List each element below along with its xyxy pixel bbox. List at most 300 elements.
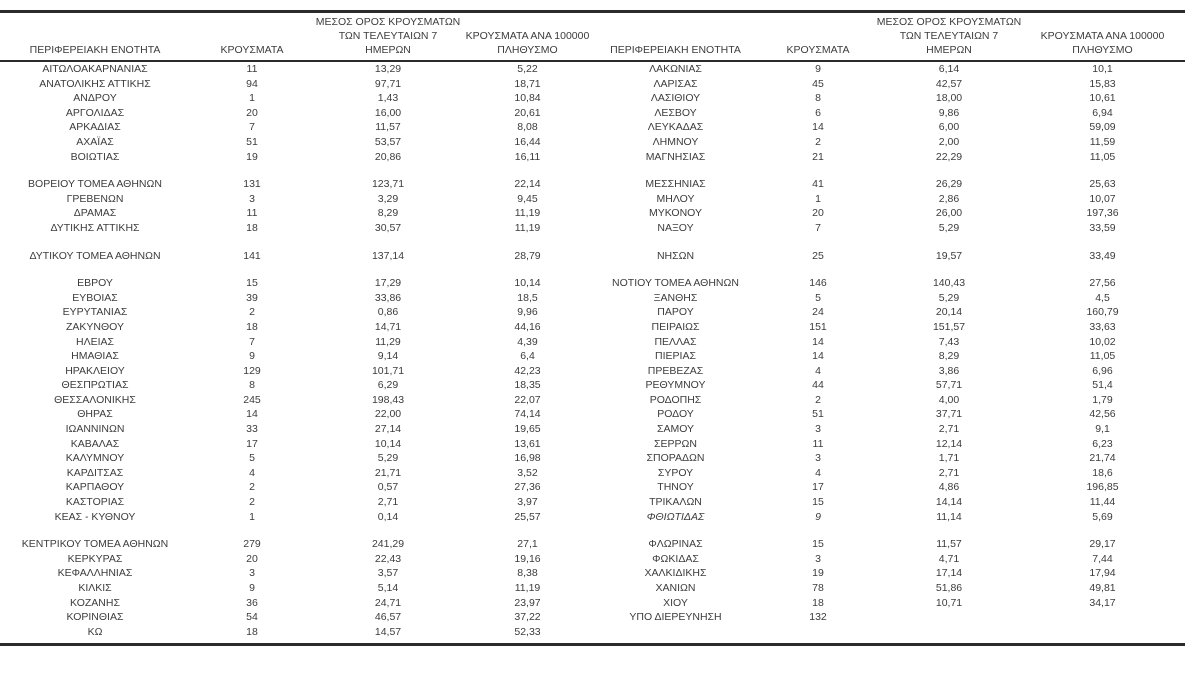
header-label: ΠΕΡΙΦΕΡΕΙΑΚΗ ΕΝΟΤΗΤΑ bbox=[610, 44, 741, 57]
left-table-avg7-cell: 0,86 bbox=[377, 306, 399, 319]
left-table-avg7-cell: 13,29 bbox=[374, 63, 402, 75]
right-table-avg7-cell: 17,14 bbox=[935, 567, 963, 580]
table-row bbox=[0, 305, 1185, 320]
right-table-avg7-cell: 9,86 bbox=[938, 106, 960, 119]
left-table-avg7-cell: 22,00 bbox=[374, 408, 402, 421]
left-table-per100k-cell: 44,16 bbox=[514, 320, 541, 333]
table-row bbox=[0, 349, 1185, 364]
left-table-avg7-cell: 46,57 bbox=[374, 611, 402, 624]
right-table-per100k-cell: 11,05 bbox=[1089, 350, 1116, 363]
covid-regional-cases-table bbox=[0, 10, 1185, 646]
left-table-avg7-cell: 30,57 bbox=[374, 221, 402, 234]
right-table-avg7-cell bbox=[878, 625, 1020, 640]
left-table-per100k-cell: 27,1 bbox=[517, 538, 538, 551]
table-row bbox=[0, 495, 1185, 510]
right-table-per100k-cell: 7,44 bbox=[1092, 552, 1113, 565]
header-label: ΠΛΗΘΥΣΜΟ bbox=[1072, 44, 1133, 57]
right-table-avg7-cell: 26,29 bbox=[935, 178, 963, 191]
left-table-name-cell: ΑΡΚΑΔΙΑΣ bbox=[69, 121, 121, 134]
left-table-per100k-cell: 18,5 bbox=[517, 291, 538, 304]
right-table-cases-cell: 2 bbox=[815, 393, 821, 406]
left-table-cases-cell: 17 bbox=[246, 437, 258, 450]
right-table-cases-cell: 7 bbox=[815, 221, 821, 234]
right-table-name-cell: ΡΟΔΟΥ bbox=[657, 408, 694, 421]
left-table-per100k-cell: 52,33 bbox=[514, 625, 541, 638]
right-table-cases-cell: 15 bbox=[812, 496, 824, 509]
right-table-cases-cell: 146 bbox=[809, 277, 827, 290]
right-table-per100k-cell: 10,07 bbox=[1089, 192, 1116, 205]
right-table-per100k-cell: 17,94 bbox=[1089, 567, 1116, 580]
left-table-avg7-cell: 17,29 bbox=[374, 277, 402, 290]
bottom-rule bbox=[0, 643, 1185, 646]
right-table-name-cell: ΝΟΤΙΟΥ ΤΟΜΕΑ ΑΘΗΝΩΝ bbox=[612, 277, 739, 290]
left-table-per100k-cell: 23,97 bbox=[514, 596, 541, 609]
left-table-avg7-cell: 97,71 bbox=[374, 77, 402, 90]
right-table-avg7-cell: 8,29 bbox=[938, 350, 960, 363]
left-table-avg7-cell: 137,14 bbox=[371, 249, 405, 262]
right-table-avg7-cell: 3,86 bbox=[938, 364, 960, 377]
left-table-name-cell: ΚΟΡΙΝΘΙΑΣ bbox=[66, 611, 124, 624]
left-table-cases-cell: 11 bbox=[246, 207, 258, 220]
right-table-cases-cell: 11 bbox=[812, 437, 824, 450]
left-table-per100k-cell: 20,61 bbox=[514, 106, 541, 119]
left-table-name-cell: ΑΡΓΟΛΙΔΑΣ bbox=[65, 106, 125, 119]
right-table-cases-cell: 19 bbox=[812, 567, 824, 580]
right-table-per100k-cell: 11,05 bbox=[1089, 150, 1116, 163]
left-table-name-cell: ΚΑΡΔΙΤΣΑΣ bbox=[66, 466, 124, 479]
right-table-per100k-cell: 197,36 bbox=[1086, 207, 1119, 220]
left-table-avg7-cell: 5,14 bbox=[377, 582, 399, 594]
right-table-cases-cell: 78 bbox=[812, 582, 824, 594]
header-label: ΚΡΟΥΣΜΑΤΑ bbox=[786, 44, 850, 57]
left-table-cases-cell: 51 bbox=[246, 135, 258, 148]
left-table-avg7-cell: 0,57 bbox=[377, 481, 399, 494]
right-table-per100k-cell: 10,1 bbox=[1092, 63, 1113, 75]
left-table-per100k-cell: 18,71 bbox=[514, 77, 541, 90]
right-table-name-cell: ΠΙΕΡΙΑΣ bbox=[655, 350, 696, 363]
right-table-per100k-cell: 42,56 bbox=[1089, 408, 1116, 421]
left-table-cases-cell: 4 bbox=[249, 466, 255, 479]
right-table-cases-cell: 21 bbox=[812, 150, 824, 163]
table-row bbox=[0, 276, 1185, 291]
left-table-cases-cell: 1 bbox=[249, 92, 255, 105]
right-table-per100k-cell: 59,09 bbox=[1089, 121, 1116, 134]
right-table-avg7-cell: 5,29 bbox=[938, 291, 960, 304]
right-table-cases-cell bbox=[758, 625, 878, 640]
table-body bbox=[0, 62, 1185, 643]
right-table-avg7-cell: 4,71 bbox=[938, 552, 960, 565]
left-table-per100k-cell: 10,84 bbox=[514, 92, 541, 105]
table-row bbox=[0, 566, 1185, 581]
right-table-name-cell: ΜΑΓΝΗΣΙΑΣ bbox=[645, 150, 706, 163]
header-cases-right bbox=[758, 13, 878, 60]
left-table-per100k-cell: 11,19 bbox=[514, 207, 541, 220]
left-table-cases-cell: 2 bbox=[249, 306, 255, 319]
left-table-cases-cell: 11 bbox=[246, 63, 258, 75]
left-table-per100k-cell: 9,96 bbox=[517, 306, 538, 319]
right-table-name-cell: ΠΕΙΡΑΙΩΣ bbox=[651, 320, 700, 333]
header-label: ΚΡΟΥΣΜΑΤΑ ΑΝΑ 100000 bbox=[1040, 30, 1165, 43]
right-table-per100k-cell: 4,5 bbox=[1095, 291, 1110, 304]
right-table-cases-cell: 14 bbox=[812, 350, 824, 363]
table-row bbox=[0, 335, 1185, 350]
left-table-cases-cell: 2 bbox=[249, 496, 255, 509]
table-row bbox=[0, 291, 1185, 306]
right-table-name-cell: ΜΗΛΟΥ bbox=[656, 192, 695, 205]
right-table-avg7-cell: 11,57 bbox=[936, 538, 962, 551]
right-table-cases-cell: 20 bbox=[812, 207, 824, 220]
right-table-per100k-cell: 10,61 bbox=[1089, 92, 1116, 105]
table-row bbox=[0, 480, 1185, 495]
left-table-per100k-cell: 27,36 bbox=[514, 481, 541, 494]
left-table-cases-cell: 54 bbox=[246, 611, 258, 624]
left-table-per100k-cell: 11,19 bbox=[514, 582, 541, 594]
right-table-avg7-cell: 140,43 bbox=[932, 277, 966, 290]
left-table-name-cell: ΘΕΣΣΑΛΟΝΙΚΗΣ bbox=[54, 393, 136, 406]
left-table-avg7-cell: 14,57 bbox=[374, 625, 402, 638]
table-row bbox=[0, 451, 1185, 466]
left-table-avg7-cell: 123,71 bbox=[371, 178, 405, 191]
left-table-name-cell: ΗΛΕΙΑΣ bbox=[75, 335, 114, 348]
table-row bbox=[0, 192, 1185, 207]
table-row bbox=[0, 407, 1185, 422]
right-table-cases-cell: 3 bbox=[815, 452, 821, 465]
right-table-name-cell: ΣΠΟΡΑΔΩΝ bbox=[646, 452, 705, 465]
left-table-cases-cell: 3 bbox=[249, 192, 255, 205]
right-table-per100k-cell: 18,6 bbox=[1092, 466, 1113, 479]
left-table-name-cell: ΒΟΡΕΙΟΥ ΤΟΜΕΑ ΑΘΗΝΩΝ bbox=[28, 178, 162, 191]
left-table-avg7-cell: 10,14 bbox=[374, 437, 402, 450]
left-table-cases-cell: 245 bbox=[243, 393, 261, 406]
right-table-name-cell: ΛΑΣΙΘΙΟΥ bbox=[650, 92, 701, 105]
right-table-cases-cell: 15 bbox=[812, 538, 824, 551]
table-row bbox=[0, 537, 1185, 552]
left-table-name-cell: ΚΕΦΑΛΛΗΝΙΑΣ bbox=[57, 567, 133, 580]
left-table-per100k-cell: 9,45 bbox=[517, 192, 538, 205]
right-table-name-cell: ΝΑΞΟΥ bbox=[657, 221, 694, 234]
header-label: ΠΛΗΘΥΣΜΟ bbox=[497, 44, 558, 57]
left-table-avg7-cell: 0,14 bbox=[377, 510, 399, 523]
header-label: ΤΩΝ ΤΕΛΕΥΤΑΙΩΝ 7 bbox=[338, 30, 438, 43]
left-table-name-cell: ΙΩΑΝΝΙΝΩΝ bbox=[65, 423, 125, 436]
left-table-avg7-cell: 33,86 bbox=[374, 291, 402, 304]
left-table-avg7-cell: 21,71 bbox=[374, 466, 402, 479]
right-table-avg7-cell: 5,29 bbox=[938, 221, 960, 234]
header-label: ΚΡΟΥΣΜΑΤΑ bbox=[220, 44, 284, 57]
left-table-avg7-cell: 16,00 bbox=[374, 106, 402, 119]
right-table-per100k-cell: 29,17 bbox=[1089, 538, 1116, 551]
left-table-cases-cell: 39 bbox=[246, 291, 258, 304]
header-label: ΚΡΟΥΣΜΑΤΑ ΑΝΑ 100000 bbox=[465, 30, 590, 43]
right-table-avg7-cell: 57,71 bbox=[935, 379, 963, 392]
right-table-cases-cell: 9 bbox=[815, 63, 821, 75]
left-table-name-cell: ΚΕΡΚΥΡΑΣ bbox=[67, 552, 123, 565]
right-table-name-cell: ΛΗΜΝΟΥ bbox=[652, 135, 699, 148]
right-table-name-cell: ΧΙΟΥ bbox=[663, 596, 688, 609]
left-table-per100k-cell: 22,14 bbox=[514, 178, 541, 191]
right-table-cases-cell: 25 bbox=[812, 249, 824, 262]
right-table-cases-cell: 14 bbox=[812, 121, 824, 134]
right-table-cases-cell: 6 bbox=[815, 106, 821, 119]
header-label: ΤΩΝ ΤΕΛΕΥΤΑΙΩΝ 7 bbox=[899, 30, 999, 43]
left-table-cases-cell: 20 bbox=[246, 552, 258, 565]
left-table-cases-cell: 15 bbox=[246, 277, 258, 290]
right-table-cases-cell: 4 bbox=[815, 466, 821, 479]
left-table-avg7-cell: 198,43 bbox=[371, 393, 405, 406]
left-table-per100k-cell: 6,4 bbox=[520, 350, 535, 363]
table-row bbox=[0, 510, 1185, 525]
left-table-cases-cell: 8 bbox=[249, 379, 255, 392]
left-table-per100k-cell: 5,22 bbox=[517, 63, 538, 75]
left-table-avg7-cell: 20,86 bbox=[374, 150, 402, 163]
right-table-per100k-cell: 33,59 bbox=[1089, 221, 1116, 234]
left-table-avg7-cell: 22,43 bbox=[374, 552, 402, 565]
left-table-cases-cell: 7 bbox=[249, 121, 255, 134]
left-table-per100k-cell: 37,22 bbox=[514, 611, 541, 624]
right-table-per100k-cell: 160,79 bbox=[1086, 306, 1119, 319]
right-table-cases-cell: 3 bbox=[815, 423, 821, 436]
table-row bbox=[0, 552, 1185, 567]
table-row bbox=[0, 135, 1185, 150]
right-table-avg7-cell: 20,14 bbox=[935, 306, 963, 319]
header-label: ΜΕΣΟΣ ΟΡΟΣ ΚΡΟΥΣΜΑΤΩΝ bbox=[315, 16, 461, 29]
left-table-name-cell: ΗΜΑΘΙΑΣ bbox=[71, 350, 119, 363]
left-table-name-cell: ΚΑΣΤΟΡΙΑΣ bbox=[65, 496, 125, 509]
right-table-name-cell: ΛΑΚΩΝΙΑΣ bbox=[649, 63, 702, 75]
left-table-cases-cell: 9 bbox=[249, 582, 255, 594]
right-table-cases-cell: 24 bbox=[812, 306, 824, 319]
left-table-name-cell: ΑΝΔΡΟΥ bbox=[73, 92, 117, 105]
table-row bbox=[0, 91, 1185, 106]
table-row bbox=[0, 106, 1185, 121]
left-table-per100k-cell: 18,35 bbox=[514, 379, 541, 392]
right-table-per100k-cell: 11,59 bbox=[1089, 135, 1116, 148]
right-table-per100k-cell bbox=[1020, 610, 1185, 625]
header-label: ΗΜΕΡΩΝ bbox=[926, 44, 972, 57]
header-label: ΗΜΕΡΩΝ bbox=[365, 44, 411, 57]
table-row bbox=[0, 364, 1185, 379]
right-table-name-cell: ΣΑΜΟΥ bbox=[656, 423, 695, 436]
left-table-name-cell: ΔΥΤΙΚΗΣ ΑΤΤΙΚΗΣ bbox=[50, 221, 140, 234]
right-table-per100k-cell: 33,49 bbox=[1089, 249, 1116, 262]
right-table-name-cell: ΜΕΣΣΗΝΙΑΣ bbox=[645, 178, 706, 191]
left-table-avg7-cell: 27,14 bbox=[374, 423, 402, 436]
right-table-per100k-cell: 9,1 bbox=[1095, 423, 1110, 436]
header-avg7-left bbox=[314, 13, 462, 60]
left-table-name-cell: ΚΑΒΑΛΑΣ bbox=[70, 437, 120, 450]
table-row bbox=[0, 62, 1185, 77]
right-table-name-cell: ΠΕΛΛΑΣ bbox=[654, 335, 697, 348]
right-table-per100k-cell: 11,44 bbox=[1089, 496, 1116, 509]
left-table-avg7-cell: 11,29 bbox=[375, 335, 401, 348]
right-table-name-cell: ΦΩΚΙΔΑΣ bbox=[652, 552, 699, 565]
right-table-per100k-cell: 5,69 bbox=[1092, 510, 1113, 523]
right-table-avg7-cell: 22,29 bbox=[935, 150, 963, 163]
left-table-avg7-cell: 6,29 bbox=[377, 379, 399, 392]
right-table-cases-cell: 17 bbox=[812, 481, 824, 494]
left-table-per100k-cell: 74,14 bbox=[514, 408, 541, 421]
left-table-avg7-cell: 8,29 bbox=[377, 207, 399, 220]
left-table-per100k-cell: 13,61 bbox=[514, 437, 541, 450]
right-table-avg7-cell: 1,71 bbox=[938, 452, 960, 465]
right-table-per100k-cell: 25,63 bbox=[1089, 178, 1116, 191]
left-table-name-cell: ΚΩ bbox=[87, 625, 103, 638]
right-table-cases-cell: 132 bbox=[809, 611, 827, 624]
right-table-cases-cell: 9 bbox=[815, 510, 821, 523]
left-table-cases-cell: 18 bbox=[246, 320, 258, 333]
header-cases-left bbox=[190, 13, 314, 60]
right-table-per100k-cell: 33,63 bbox=[1089, 320, 1116, 333]
left-table-cases-cell: 2 bbox=[249, 481, 255, 494]
left-table-avg7-cell: 24,71 bbox=[374, 596, 402, 609]
left-table-cases-cell: 20 bbox=[246, 106, 258, 119]
left-table-cases-cell: 94 bbox=[246, 77, 258, 90]
left-table-cases-cell: 279 bbox=[243, 538, 261, 551]
right-table-per100k-cell: 21,74 bbox=[1089, 452, 1116, 465]
left-table-name-cell: ΔΡΑΜΑΣ bbox=[73, 207, 117, 220]
left-table-cases-cell: 9 bbox=[249, 350, 255, 363]
left-table-per100k-cell: 3,97 bbox=[517, 496, 538, 509]
left-table-per100k-cell: 22,07 bbox=[514, 393, 541, 406]
right-table-name-cell: ΤΗΝΟΥ bbox=[657, 481, 694, 494]
header-label: ΜΕΣΟΣ ΟΡΟΣ ΚΡΟΥΣΜΑΤΩΝ bbox=[876, 16, 1022, 29]
right-table-avg7-cell: 4,86 bbox=[938, 481, 960, 494]
right-table-avg7-cell: 11,14 bbox=[936, 510, 962, 523]
left-table-cases-cell: 1 bbox=[249, 510, 255, 523]
right-table-name-cell: ΥΠΟ ΔΙΕΡΕΥΝΗΣΗ bbox=[629, 611, 722, 624]
header-region-right bbox=[593, 13, 758, 60]
left-table-cases-cell: 129 bbox=[243, 364, 261, 377]
right-table-avg7-cell: 151,57 bbox=[932, 320, 966, 333]
right-table-cases-cell: 14 bbox=[812, 335, 824, 348]
left-table-cases-cell: 18 bbox=[246, 625, 258, 638]
left-table-name-cell: ΚΕΑΣ - ΚΥΘΝΟΥ bbox=[54, 510, 136, 523]
right-table-avg7-cell: 6,14 bbox=[938, 63, 960, 75]
right-table-avg7-cell: 42,57 bbox=[935, 77, 963, 90]
left-table-name-cell: ΚΑΛΥΜΝΟΥ bbox=[65, 452, 125, 465]
right-table-avg7-cell: 37,71 bbox=[935, 408, 963, 421]
right-table-name-cell: ΧΑΝΙΩΝ bbox=[655, 582, 696, 594]
left-table-per100k-cell: 19,65 bbox=[514, 423, 541, 436]
right-table-name-cell: ΠΡΕΒΕΖΑΣ bbox=[647, 364, 704, 377]
right-table-cases-cell: 151 bbox=[809, 320, 827, 333]
left-table-per100k-cell: 4,39 bbox=[517, 335, 538, 348]
left-table-cases-cell: 7 bbox=[249, 335, 255, 348]
left-table-per100k-cell: 11,19 bbox=[514, 221, 541, 234]
right-table-avg7-cell: 10,71 bbox=[935, 596, 963, 609]
header-row bbox=[0, 13, 1185, 60]
left-table-avg7-cell: 3,57 bbox=[377, 567, 399, 580]
left-table-avg7-cell: 9,14 bbox=[377, 350, 399, 363]
right-table-avg7-cell: 2,86 bbox=[938, 192, 960, 205]
right-table-name-cell: ΡΕΘΥΜΝΟΥ bbox=[645, 379, 706, 392]
right-table-name-cell: ΣΥΡΟΥ bbox=[657, 466, 694, 479]
table-row bbox=[0, 206, 1185, 221]
left-table-per100k-cell: 16,11 bbox=[514, 150, 541, 163]
right-table-per100k-cell: 49,81 bbox=[1089, 582, 1116, 594]
left-table-name-cell: ΚΙΛΚΙΣ bbox=[78, 582, 112, 594]
table-row bbox=[0, 77, 1185, 92]
left-table-name-cell: ΕΥΡΥΤΑΝΙΑΣ bbox=[62, 306, 128, 319]
right-table-name-cell: ΝΗΣΩΝ bbox=[656, 249, 695, 262]
right-table-name-cell: ΤΡΙΚΑΛΩΝ bbox=[649, 496, 702, 509]
table-row bbox=[0, 221, 1185, 236]
right-table-avg7-cell: 6,00 bbox=[938, 121, 960, 134]
table-row bbox=[0, 466, 1185, 481]
right-table-per100k-cell: 34,17 bbox=[1089, 596, 1116, 609]
left-table-avg7-cell: 1,43 bbox=[377, 92, 399, 105]
left-table-cases-cell: 19 bbox=[246, 150, 258, 163]
table-row bbox=[0, 249, 1185, 264]
left-table-avg7-cell: 14,71 bbox=[374, 320, 402, 333]
right-table-avg7-cell: 2,71 bbox=[938, 466, 960, 479]
left-table-per100k-cell: 3,52 bbox=[517, 466, 538, 479]
left-table-avg7-cell: 2,71 bbox=[377, 496, 399, 509]
right-table-per100k-cell: 6,96 bbox=[1092, 364, 1113, 377]
left-table-per100k-cell: 42,23 bbox=[514, 364, 541, 377]
table-row bbox=[0, 320, 1185, 335]
left-table-name-cell: ΑΧΑΪΑΣ bbox=[76, 135, 114, 148]
right-table-cases-cell: 8 bbox=[815, 92, 821, 105]
right-table-avg7-cell: 12,14 bbox=[935, 437, 963, 450]
table-row bbox=[0, 150, 1185, 165]
right-table-name-cell: ΜΥΚΟΝΟΥ bbox=[648, 207, 702, 220]
left-table-name-cell: ΘΗΡΑΣ bbox=[77, 408, 113, 421]
right-table-avg7-cell: 2,00 bbox=[938, 135, 960, 148]
right-table-per100k-cell: 10,02 bbox=[1089, 335, 1116, 348]
right-table-name-cell: ΛΑΡΙΣΑΣ bbox=[653, 77, 698, 90]
left-table-cases-cell: 131 bbox=[243, 178, 261, 191]
table-row bbox=[0, 610, 1185, 625]
right-table-per100k-cell: 1,79 bbox=[1092, 393, 1113, 406]
right-table-name-cell: ΣΕΡΡΩΝ bbox=[654, 437, 697, 450]
right-table-cases-cell: 44 bbox=[812, 379, 824, 392]
table-row bbox=[0, 437, 1185, 452]
left-table-cases-cell: 18 bbox=[246, 221, 258, 234]
right-table-name-cell: ΦΛΩΡΙΝΑΣ bbox=[648, 538, 703, 551]
left-table-cases-cell: 141 bbox=[243, 249, 261, 262]
right-table-name-cell: ΠΑΡΟΥ bbox=[657, 306, 694, 319]
left-table-avg7-cell: 53,57 bbox=[374, 135, 402, 148]
left-table-name-cell: ΔΥΤΙΚΟΥ ΤΟΜΕΑ ΑΘΗΝΩΝ bbox=[29, 249, 161, 262]
left-table-per100k-cell: 25,57 bbox=[514, 510, 541, 523]
right-table-avg7-cell: 19,57 bbox=[935, 249, 963, 262]
left-table-per100k-cell: 8,38 bbox=[517, 567, 538, 580]
header-per100k-left bbox=[462, 13, 593, 60]
table-row bbox=[0, 177, 1185, 192]
table-row bbox=[0, 625, 1185, 640]
left-table-cases-cell: 3 bbox=[249, 567, 255, 580]
header-label: ΠΕΡΙΦΕΡΕΙΑΚΗ ΕΝΟΤΗΤΑ bbox=[29, 44, 161, 57]
left-table-per100k-cell: 16,98 bbox=[514, 452, 541, 465]
right-table-per100k-cell: 27,56 bbox=[1089, 277, 1116, 290]
right-table-name-cell: ΞΑΝΘΗΣ bbox=[653, 291, 698, 304]
right-table-cases-cell: 45 bbox=[812, 77, 824, 90]
right-table-cases-cell: 51 bbox=[812, 408, 824, 421]
left-table-avg7-cell: 5,29 bbox=[377, 452, 399, 465]
right-table-per100k-cell: 6,23 bbox=[1092, 437, 1113, 450]
left-table-cases-cell: 14 bbox=[246, 408, 258, 421]
left-table-per100k-cell: 10,14 bbox=[514, 277, 541, 290]
right-table-per100k-cell bbox=[1020, 625, 1185, 640]
table-row bbox=[0, 596, 1185, 611]
left-table-per100k-cell: 8,08 bbox=[517, 121, 538, 134]
table-row bbox=[0, 581, 1185, 596]
right-table-name-cell: ΦΘΙΩΤΙΔΑΣ bbox=[646, 510, 705, 523]
left-table-name-cell: ΑΝΑΤΟΛΙΚΗΣ ΑΤΤΙΚΗΣ bbox=[39, 77, 151, 90]
table-row bbox=[0, 120, 1185, 135]
right-table-cases-cell: 4 bbox=[815, 364, 821, 377]
